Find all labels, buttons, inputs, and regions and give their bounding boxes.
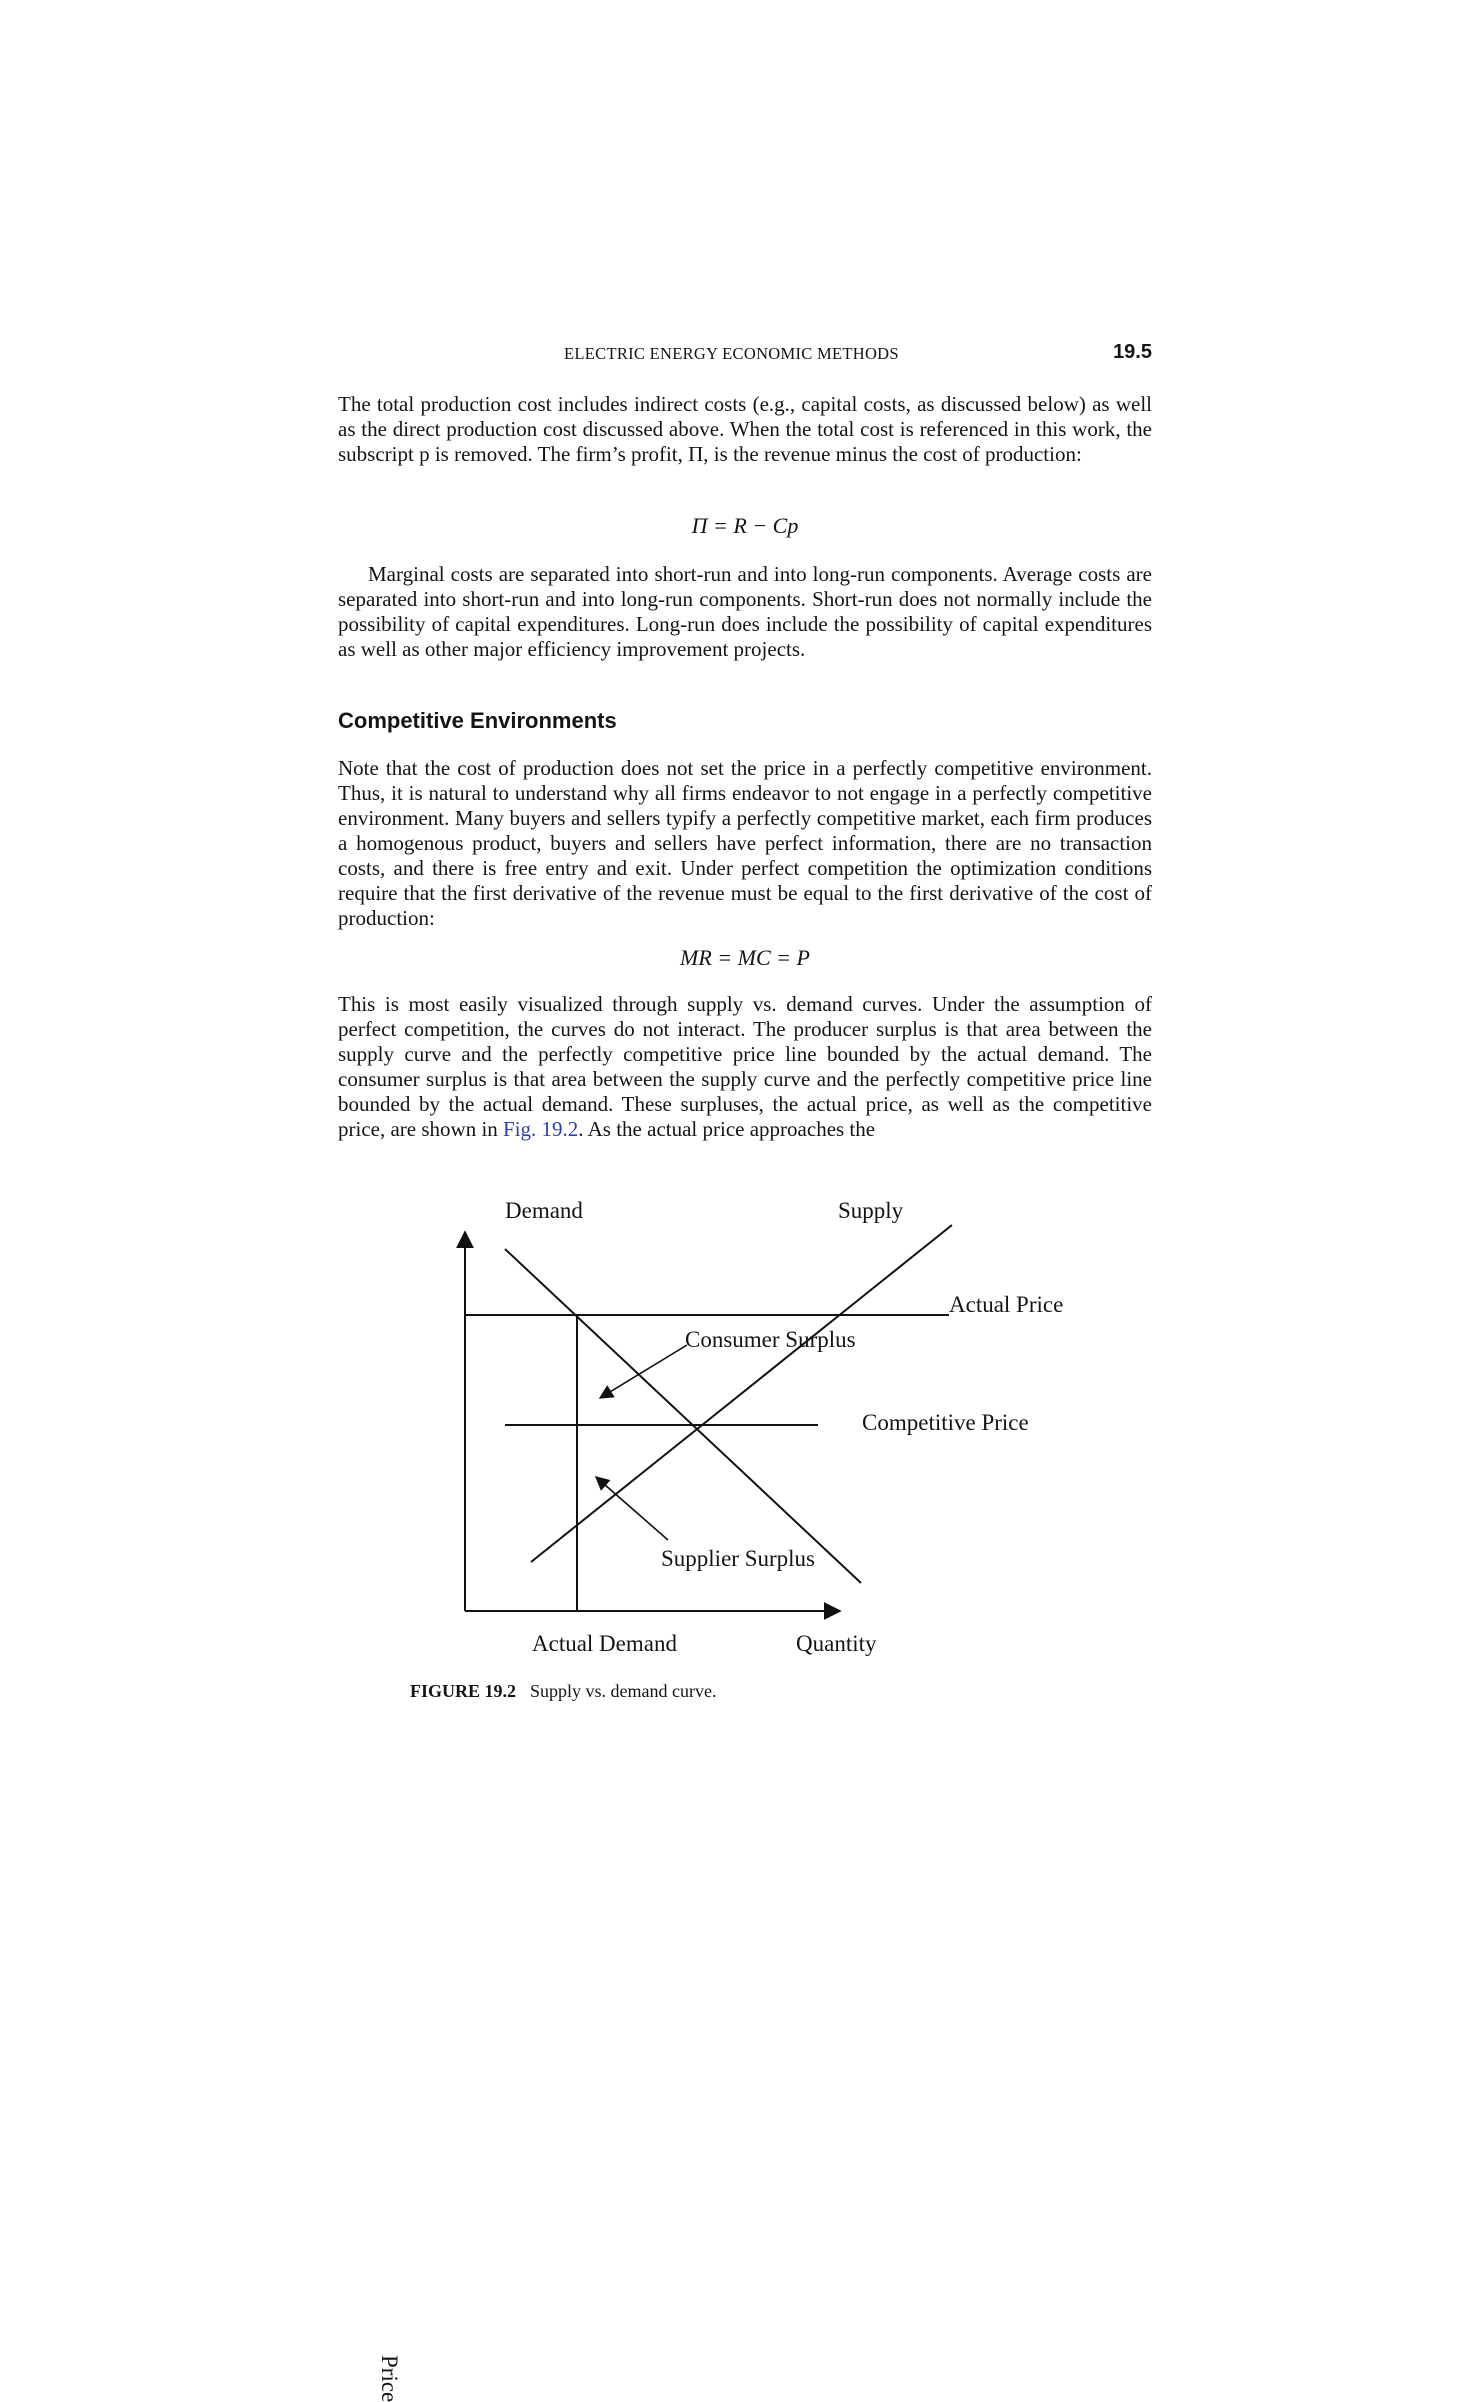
supply-curve [531, 1225, 952, 1562]
demand-curve [505, 1249, 861, 1583]
paragraph-marginal-costs: Marginal costs are separated into short-run and into long-run components. Average costs are separated into short-run and into long-run components. Short-run does not normally include the possibility of capital expenditures. Long-run does include the possibility of capital expenditures as well as other major efficiency improvement projects. [338, 562, 1152, 661]
quantity-label: Quantity [796, 1631, 877, 1656]
actual-demand-label: Actual Demand [532, 1631, 677, 1656]
running-head-title: ELECTRIC ENERGY ECONOMIC METHODS [564, 344, 899, 363]
consumer-surplus-arrow [600, 1345, 687, 1398]
supplier-surplus-arrow [596, 1477, 668, 1540]
equation-profit: Π = R − Cp [691, 513, 799, 538]
page-number: 19.5 [1113, 341, 1152, 363]
figure-caption-text: Supply vs. demand curve. [530, 1681, 717, 1701]
actual-price-label: Actual Price [949, 1292, 1064, 1317]
supplier-surplus-label: Supplier Surplus [661, 1546, 815, 1571]
equation-mr-mc-p: MR = MC = P [680, 945, 810, 970]
price-axis-label: Price [377, 2355, 402, 2402]
consumer-surplus-label: Consumer Surplus [685, 1327, 856, 1352]
figure-reference-link[interactable]: Fig. 19.2 [503, 1117, 579, 1141]
supply-label: Supply [838, 1198, 904, 1223]
paragraph-text-end: . As the actual price approaches the [578, 1117, 876, 1141]
demand-label: Demand [505, 1198, 583, 1223]
section-heading-competitive-environments: Competitive Environments [338, 708, 617, 733]
paragraph-supply-demand [338, 992, 1152, 1142]
paragraph-production-cost: The total production cost includes indirect costs (e.g., capital costs, as discussed below) as well as the direct production cost discussed above. When the total cost is referenced in this work, the subscript p is removed. The firm’s profit, Π, is the revenue minus the cost of production: [338, 392, 1152, 466]
paragraph-text-start: This is most easily visualized through supply vs. demand curves. Under the assumption of perfect competition, the curves do not interact. The producer surplus is that area between the supply curve and the perfectly competitive price line bounded by the actual demand. The consumer surplus is that area between the supply curve and the perfectly competitive price line bounded by the actual demand. These surpluses, the actual price, as well as the competitive price, are shown in [338, 992, 1152, 1141]
running-header [338, 341, 1152, 371]
figure-caption-number: FIGURE 19.2 [410, 1681, 517, 1701]
paragraph-competitive-environment: Note that the cost of production does not set the price in a perfectly competitive environment. Thus, it is natural to understand why all firms endeavor to not engage in a perfectly competitive environment. Many buyers and sellers typify a perfectly competitive market, each firm produces a homogenous product, buyers and sellers have perfect information, there are no transaction costs, and there is free entry and exit. Under perfect competition the optimization conditions require that the first derivative of the revenue must be equal to the first derivative of the cost of production: [338, 756, 1152, 930]
competitive-price-label: Competitive Price [862, 1410, 1029, 1435]
figure-caption [410, 1681, 716, 1702]
